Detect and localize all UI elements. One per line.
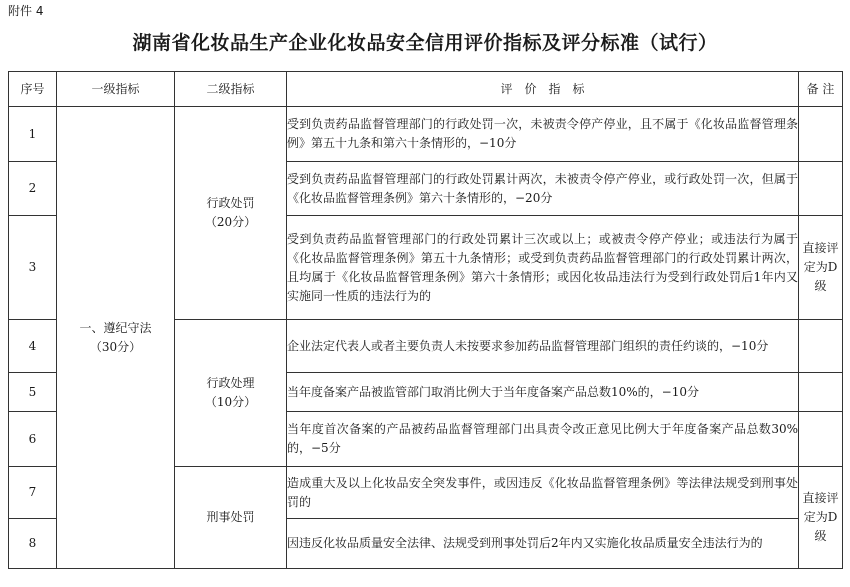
note-cell	[799, 412, 843, 467]
note-cell: 直接评定为D级	[799, 467, 843, 569]
level1-name: 一、遵纪守法	[79, 320, 152, 335]
header-note: 备 注	[799, 72, 843, 107]
table-header-row	[9, 72, 843, 107]
level1-indicator	[57, 107, 175, 569]
criteria-cell: 受到负责药品监督管理部门的行政处罚累计两次，未被责令停产停业，或行政处罚一次，但属于《化妆品监督管理条例》第六十条情形的，−20分	[287, 162, 799, 216]
level2-score: （20分）	[204, 215, 257, 229]
note-cell	[799, 107, 843, 162]
level2-name: 刑事处罚	[206, 510, 255, 524]
evaluation-table	[8, 71, 843, 569]
criteria-cell: 受到负责药品监督管理部门的行政处罚累计三次或以上；或被责令停产停业；或违法行为属于《化妆品监督管理条例》第五十九条情形；或受到负责药品监督管理部门的行政处罚累计两次，且均属于《化妆品监督管理条例》第六十条情形；或因化妆品违法行为受到行政处罚后1年内又实施同一性质的违法行为的	[287, 216, 799, 320]
header-criteria: 评 价 指 标	[287, 72, 799, 107]
level2-name: 行政处罚	[206, 196, 255, 210]
criteria-cell: 当年度首次备案的产品被药品监督管理部门出具责令改正意见比例大于年度备案产品总数30%的，−5分	[287, 412, 799, 467]
note-cell	[799, 373, 843, 412]
criteria-cell: 企业法定代表人或者主要负责人未按要求参加药品监督管理部门组织的责任约谈的，−10分	[287, 320, 799, 373]
row-number: 8	[9, 519, 57, 569]
header-level2: 二级指标	[175, 72, 287, 107]
document-title: 湖南省化妆品生产企业化妆品安全信用评价指标及评分标准（试行）	[132, 32, 718, 54]
level2-indicator	[175, 107, 287, 320]
row-number: 2	[9, 162, 57, 216]
criteria-cell: 受到负责药品监督管理部门的行政处罚一次，未被责令停产停业，且不属于《化妆品监督管理条例》第五十九条和第六十条情形的，−10分	[287, 107, 799, 162]
criteria-cell: 当年度备案产品被监管部门取消比例大于当年度备案产品总数10%的，−10分	[287, 373, 799, 412]
row-number: 1	[9, 107, 57, 162]
level1-score: （30分）	[89, 339, 142, 354]
table-row	[9, 107, 843, 162]
criteria-cell: 造成重大及以上化妆品安全突发事件，或因违反《化妆品监督管理条例》等法律法规受到刑事处罚的	[287, 467, 799, 519]
note-cell	[799, 162, 843, 216]
note-cell	[799, 320, 843, 373]
criteria-cell: 因违反化妆品质量安全法律、法规受到刑事处罚后2年内又实施化妆品质量安全违法行为的	[287, 519, 799, 569]
header-level1: 一级指标	[57, 72, 175, 107]
row-number: 3	[9, 216, 57, 320]
level2-score: （10分）	[204, 395, 257, 409]
header-no: 序号	[9, 72, 57, 107]
row-number: 4	[9, 320, 57, 373]
row-number: 7	[9, 467, 57, 519]
row-number: 5	[9, 373, 57, 412]
attachment-label: 附件 4	[8, 4, 44, 18]
note-cell: 直接评定为D级	[799, 216, 843, 320]
row-number: 6	[9, 412, 57, 467]
level2-indicator	[175, 320, 287, 467]
level2-name: 行政处理	[206, 376, 255, 390]
level2-indicator	[175, 467, 287, 569]
